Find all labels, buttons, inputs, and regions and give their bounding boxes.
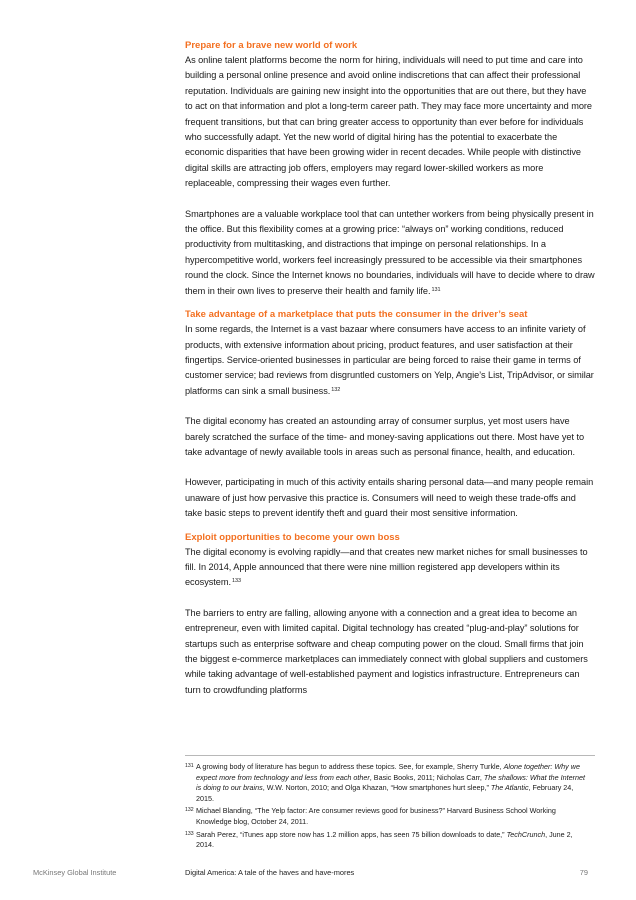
footnote [185, 806, 585, 827]
footnote-segment: , June 2, 2014. [196, 829, 573, 850]
footnotes [185, 762, 585, 853]
footnote-title: TechCrunch [506, 829, 546, 839]
paragraph-text: Smartphones are a valuable workplace tool that can untether workers from being physically present in the office. But this flexibility comes at a growing price: “always on” working conditions, reduced productivity from multitasking, and distractions that impinge on personal relationships. In a hypercompetitive world, workers feel increasingly pressured to be accessible via their smartphones round the clock. Since the Internet knows no boundaries, individuals will have to decide where to draw them in their own lives to preserve their health and family life. [185, 208, 595, 296]
footnote-text [196, 762, 585, 804]
footnote-segment: , February 24, 2015. [196, 783, 574, 803]
footnote-text [196, 830, 585, 851]
footnote-text [196, 806, 585, 827]
page-number: 79 [579, 868, 588, 877]
footnote-title: The Atlantic [490, 783, 529, 793]
paragraph-text: The digital economy has created an astounding array of consumer surplus, yet most users have barely scratched the surface of the time- and money-saving applications out there. Most have yet to take advantage of newly available tools in areas such as personal finance, health, and education. [185, 416, 585, 457]
paragraph-text: The digital economy is evolving rapidly—and that creates new market niches for small businesses to fill. In 2014, Apple announced that there were nine million registered app developers within its ecosystem. [185, 546, 588, 588]
paragraph [185, 475, 595, 521]
paragraph [185, 606, 595, 698]
footnote-ref[interactable]: 131 [431, 286, 441, 293]
footnote-segment: A growing body of literature has begun to address these topics. See, for example, Sherry Turkle, [196, 762, 504, 771]
footnote-number: 133 [185, 830, 194, 837]
paragraph [185, 207, 595, 299]
footnote-ref[interactable]: 133 [231, 578, 241, 585]
footnote-number: 132 [185, 807, 194, 814]
footnote-segment: Sarah Perez, “iTunes app store now has 1.2 million apps, has seen 75 billion downloads to date,” [196, 829, 507, 839]
footer-report-title: Digital America: A tale of the haves and have-mores [185, 868, 355, 877]
footnote-title: Alone together: Why we expect more from technology and less from each other [196, 762, 580, 782]
paragraph [185, 545, 595, 591]
section-consumer-marketplace [185, 307, 595, 521]
section-own-boss [185, 530, 595, 699]
footnote-divider [185, 755, 595, 756]
section-brave-new-world [185, 38, 595, 299]
footnote [185, 830, 585, 851]
paragraph [185, 53, 595, 192]
paragraph-text: The barriers to entry are falling, allowing anyone with a connection and a great idea to become an entrepreneur, even with limited capital. Digital technology has created “plug-and-play” solutions for startups such as enterprise software and cheap computing power on the cloud. Small firms that join the biggest e-commerce marketplaces can immediately connect with global suppliers and customers while taking advantage of well-established payment and logistics infrastructure. Entrepreneurs can turn to crowdfunding platforms [185, 607, 588, 695]
footnote-segment: Michael Blanding, “The Yelp factor: Are consumer reviews good for business?” Harvard Business School Working Knowledge blog, October 24, 2011. [196, 806, 556, 826]
footnote-title: The shallows: What the Internet is doing to our brains [196, 772, 585, 793]
footnote-segment: , Basic Books, 2011; Nicholas Carr, [369, 772, 484, 782]
paragraph-text: In some regards, the Internet is a vast bazaar where consumers have access to an infinite variety of products, with extensive information about pricing, product features, and user satisfaction at their fingertips. Service-oriented businesses in particular are being forced to raise their game in terms of customer service; bad reviews from disgruntled customers on Yelp, Angie’s List, TripAdvisor, or similar platforms can sink a small business. [185, 324, 594, 396]
footnote-segment: , W.W. Norton, 2010; and Olga Khazan, “How smartphones hurt sleep,” [262, 783, 491, 793]
footnote-ref[interactable]: 132 [331, 386, 341, 393]
section-heading: Exploit opportunities to become your own boss [185, 531, 400, 543]
footnote [185, 762, 585, 804]
paragraph-text: As online talent platforms become the norm for hiring, individuals will need to put time and care into building a personal online presence and avoid online indiscretions that can affect their professional reputation. Individuals are gaining new insight into the opportunities that are out there, but they have to act on that information and plot a long-term career path. They may face more uncertainty and more frequent transitions, but that can bring greater access to opportunity than ever before for individuals who successfully adapt. Yet the new world of digital hiring has the potential to exacerbate the economic disparities that have been growing wider in recent decades. While people with distinctive digital skills are attracting job offers, employers may regard lower-skilled workers as more replaceable, compressing their wages even further. [185, 55, 592, 189]
paragraph [185, 414, 595, 460]
paragraph [185, 322, 595, 399]
paragraph-text: However, participating in much of this activity entails sharing personal data—and many people remain unaware of just how pervasive this practice is. Consumers will need to weigh these trade-offs and take basic steps to prevent identify theft and guard their most sensitive information. [185, 477, 594, 519]
section-heading: Take advantage of a marketplace that puts the consumer in the driver’s seat [185, 309, 528, 321]
section-heading: Prepare for a brave new world of work [185, 40, 358, 51]
footer-publisher: McKinsey Global Institute [33, 868, 117, 877]
footnote-number: 131 [185, 763, 194, 769]
main-content [185, 38, 595, 706]
